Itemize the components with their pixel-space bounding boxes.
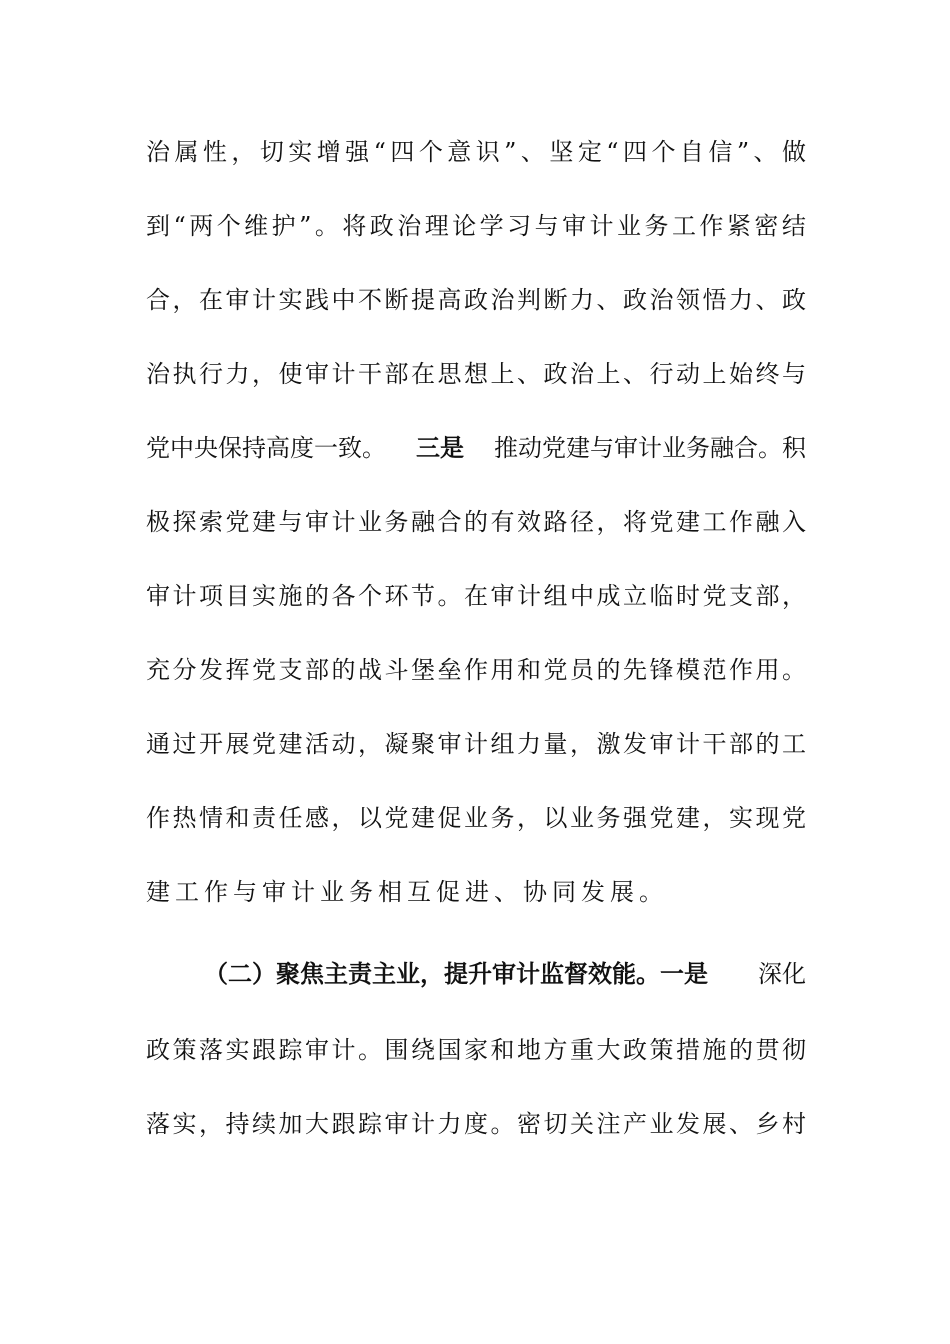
text-line: 落 实 ， 持 续 加 大 跟 踪 审 计 力 度 。 密 切 关 注 产 业 发 展 、 乡 村 — [146, 1110, 806, 1138]
text-line: 治 属 性 ， 切 实 增 强 “ 四 个 意 识 ” 、 坚 定 “ 四 个 自 信 ” 、 做 — [146, 138, 806, 166]
text-line: 治 执 行 力 ， 使 审 计 干 部 在 思 想 上 、 政 治 上 、 行 动 上 始 终 与 — [146, 360, 806, 388]
text-line: 极 探 索 党 建 与 审 计 业 务 融 合 的 有 效 路 径 ， 将 党 建 工 作 融 入 — [146, 508, 806, 536]
text-line: 政 策 落 实 跟 踪 审 计 。 围 绕 国 家 和 地 方 重 大 政 策 措 施 的 贯 彻 — [146, 1036, 806, 1064]
text-line: 审 计 项 目 实 施 的 各 个 环 节 。 在 审 计 组 中 成 立 临 时 党 支 部 ， — [146, 582, 806, 610]
emphasis-san-shi: 三是 — [416, 434, 464, 462]
text-line: 作 热 情 和 责 任 感 ， 以 党 建 促 业 务 ， 以 业 务 强 党 建 ， 实 现 党 — [146, 804, 806, 832]
text-line: 到 “ 两 个 维 护 ” 。 将 政 治 理 论 学 习 与 审 计 业 务 工 作 紧 密 结 — [146, 212, 806, 240]
text-line: 建工作与审计业务相互促进、协同发展。 — [146, 878, 668, 906]
text-line-with-emphasis — [146, 428, 806, 468]
text-segment: 推动党建与审计业务融合。积 — [494, 434, 806, 462]
section-heading: （二）聚焦主责主业，提升审计监督效能。一是 — [204, 960, 708, 988]
text-line: 合 ， 在 审 计 实 践 中 不 断 提 高 政 治 判 断 力 、 政 治 领 悟 力 、 政 — [146, 286, 806, 314]
section-heading-line — [204, 954, 806, 994]
text-segment: 党中央保持高度一致。 — [146, 434, 386, 462]
text-line: 充 分 发 挥 党 支 部 的 战 斗 堡 垒 作 用 和 党 员 的 先 锋 模 范 作 用 。 — [146, 656, 806, 684]
text-segment: 深化 — [758, 960, 806, 988]
text-line: 通 过 开 展 党 建 活 动 ， 凝 聚 审 计 组 力 量 ， 激 发 审 计 干 部 的 工 — [146, 730, 806, 758]
